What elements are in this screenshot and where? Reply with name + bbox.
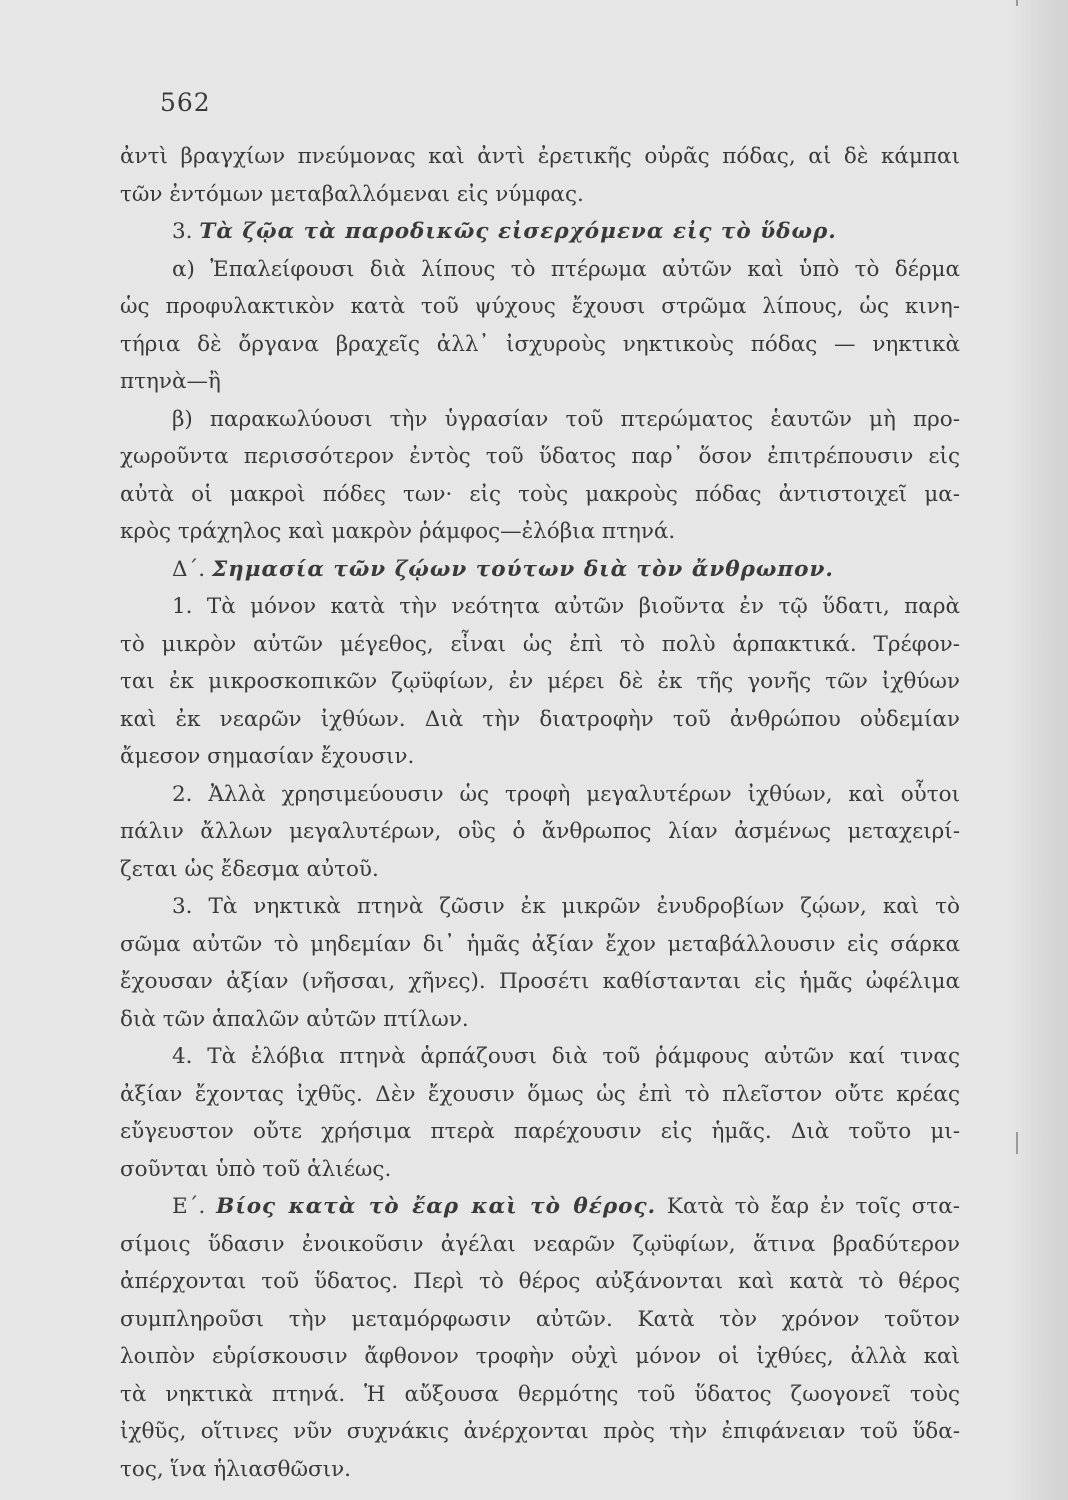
text-line [120, 663, 960, 701]
section-heading: Σημασία τῶν ζῴων τούτων διὰ τὸν ἄνθρωπον. [211, 556, 834, 582]
text-segment: 1. Τὰ μόνον κατὰ τὴν νεότητα αὐτῶν βιοῦντα ἐν τῷ ὕδατι, παρὰ [172, 594, 960, 619]
text-segment: ἄμεσον σημασίαν ἔχουσιν. [120, 744, 415, 769]
text-line [120, 1338, 960, 1376]
body-text [120, 138, 960, 1488]
text-segment: β) παρακωλύουσι τὴν ὑγρασίαν τοῦ πτερώματος ἑαυτῶν μὴ προ- [172, 406, 960, 432]
text-line [120, 1263, 960, 1301]
text-segment: ἀξίαν ἔχοντας ἰχθῦς. Δὲν ἔχουσιν ὅμως ὡς ἐπὶ τὸ πλεῖστον οὔτε κρέας [120, 1081, 960, 1107]
text-line [120, 288, 960, 326]
text-line [120, 701, 960, 739]
text-line [120, 326, 960, 364]
text-segment: ἔχουσαν ἀξίαν (νῆσσαι, χῆνες). Προσέτι καθίστανται εἰς ἡμᾶς ὠφέλιμα [120, 969, 960, 994]
margin-mark [1016, 1132, 1018, 1154]
text-line [120, 1451, 960, 1489]
text-segment: 4. Τὰ ἐλόβια πτηνὰ ἁρπάζουσι διὰ τοῦ ῥάμφους αὐτῶν καί τινας [172, 1044, 960, 1069]
text-line [120, 626, 960, 664]
page-number: 562 [160, 88, 211, 117]
text-line [120, 1113, 960, 1151]
text-segment: σῶμα αὐτῶν τὸ μηδεμίαν δι᾽ ἡμᾶς ἀξίαν ἔχον μεταβάλλουσιν εἰς σάρκα [120, 931, 960, 957]
text-segment: ἀντὶ βραγχίων πνεύμονας καὶ ἀντὶ ἐρετικῆς οὐρᾶς πόδας, αἱ δὲ κάμπαι [120, 144, 960, 169]
page-edge-shadow [1010, 0, 1068, 1500]
section-heading: Τὰ ζῷα τὰ παροδικῶς εἰσερχόμενα εἰς τὸ ὕδωρ. [199, 219, 837, 244]
text-segment: λοιπὸν εὑρίσκουσιν ἄφθονον τροφὴν οὐχὶ μόνον οἱ ἰχθύες, ἀλλὰ καὶ [120, 1344, 960, 1369]
text-segment: Κατὰ τὸ ἔαρ ἐν τοῖς στα- [656, 1194, 960, 1219]
text-line [120, 513, 960, 551]
text-segment: αὐτὰ οἱ μακροὶ πόδες των· εἰς τοὺς μακροὺς πόδας ἀντιστοιχεῖ μα- [120, 481, 960, 507]
text-segment: διὰ τῶν ἁπαλῶν αὐτῶν πτίλων. [120, 1006, 469, 1032]
text-segment: πτηνὰ—ἢ [120, 369, 221, 394]
text-line [120, 1151, 960, 1189]
text-line [120, 776, 960, 814]
text-segment: τῶν ἐντόμων μεταβαλλόμεναι εἰς νύμφας. [120, 181, 584, 207]
text-line [120, 813, 960, 851]
text-segment: α) Ἐπαλείφουσι διὰ λίπους τὸ πτέρωμα αὐτῶν καὶ ὑπὸ τὸ δέρμα [172, 256, 960, 282]
text-line [120, 1038, 960, 1076]
text-line [120, 363, 960, 401]
text-line [120, 401, 960, 439]
text-segment: κρὸς τράχηλος καὶ μακρὸν ῥάμφος—ἐλόβια πτηνά. [120, 519, 676, 544]
text-line [120, 1076, 960, 1114]
text-line [120, 1301, 960, 1339]
margin-mark [1016, 0, 1018, 6]
text-segment: σίμοις ὕδασιν ἐνοικοῦσιν ἀγέλαι νεαρῶν ζῳϋφίων, ἅτινα βραδύτερον [120, 1231, 960, 1257]
text-line [120, 1188, 960, 1226]
text-line [120, 251, 960, 289]
text-line [120, 1226, 960, 1264]
text-segment: ζεται ὡς ἔδεσμα αὐτοῦ. [120, 856, 379, 882]
text-line [120, 213, 960, 251]
text-segment: τὸ μικρὸν αὐτῶν μέγεθος, εἶναι ὡς ἐπὶ τὸ πολὺ ἁρπακτικά. Τρέφον- [120, 631, 960, 657]
text-segment: ἰχθῦς, οἵτινες νῦν συχνάκις ἀνέρχονται πρὸς τὴν ἐπιφάνειαν τοῦ ὕδα- [120, 1419, 960, 1444]
text-segment: 2. Ἀλλὰ χρησιμεύουσιν ὡς τροφὴ μεγαλυτέρων ἰχθύων, καὶ οὗτοι [172, 781, 960, 807]
text-line [120, 588, 960, 626]
text-line [120, 1001, 960, 1039]
text-line [120, 138, 960, 176]
text-segment: ται ἐκ μικροσκοπικῶν ζῳϋφίων, ἐν μέρει δὲ ἐκ τῆς γονῆς τῶν ἰχθύων [120, 669, 960, 694]
text-segment: σοῦνται ὑπὸ τοῦ ἁλιέως. [120, 1156, 392, 1182]
text-line [120, 551, 960, 589]
text-segment: συμπληροῦσι τὴν μεταμόρφωσιν αὐτῶν. Κατὰ τὸν χρόνον τοῦτον [120, 1306, 960, 1332]
text-segment: ὡς προφυλακτικὸν κατὰ τοῦ ψύχους ἔχουσι στρῶμα λίπους, ὡς κινη- [120, 294, 960, 319]
text-segment: Δ΄. [172, 556, 212, 582]
text-line [120, 176, 960, 214]
text-line [120, 1376, 960, 1414]
text-segment: εὔγευστον οὔτε χρήσιμα πτερὰ παρέχουσιν εἰς ἡμᾶς. Διὰ τοῦτο μι- [120, 1119, 960, 1144]
text-segment: πάλιν ἄλλων μεγαλυτέρων, οὓς ὁ ἄνθρωπος λίαν ἀσμένως μεταχειρί- [120, 819, 960, 844]
text-segment: ἀπέρχονται τοῦ ὕδατος. Περὶ τὸ θέρος αὐξάνονται καὶ κατὰ τὸ θέρος [120, 1269, 960, 1294]
text-line [120, 926, 960, 964]
text-line [120, 851, 960, 889]
text-segment: 3. [172, 219, 200, 244]
text-line [120, 1413, 960, 1451]
text-segment: τος, ἵνα ἡλιασθῶσιν. [120, 1456, 352, 1482]
text-line [120, 738, 960, 776]
text-line [120, 438, 960, 476]
text-segment: τὰ νηκτικὰ πτηνά. Ἡ αὔξουσα θερμότης τοῦ ὕδατος ζωογονεῖ τοὺς [120, 1381, 960, 1407]
text-segment: χωροῦντα περισσότερον ἐντὸς τοῦ ὕδατος παρ᾽ ὅσον ἐπιτρέπουσιν εἰς [120, 444, 960, 469]
text-segment: Ε΄. [172, 1194, 217, 1219]
text-line [120, 476, 960, 514]
text-segment: τήρια δὲ ὄργανα βραχεῖς ἀλλ᾽ ἰσχυροὺς νηκτικοὺς πόδας — νηκτικὰ [120, 331, 960, 357]
text-line [120, 888, 960, 926]
text-segment: 3. Τὰ νηκτικὰ πτηνὰ ζῶσιν ἐκ μικρῶν ἐνυδροβίων ζῴων, καὶ τὸ [172, 894, 960, 919]
text-segment: καὶ ἐκ νεαρῶν ἰχθύων. Διὰ τὴν διατροφὴν τοῦ ἀνθρώπου οὐδεμίαν [120, 706, 960, 732]
text-line [120, 963, 960, 1001]
section-heading: Βίος κατὰ τὸ ἔαρ καὶ τὸ θέρος. [216, 1194, 657, 1219]
